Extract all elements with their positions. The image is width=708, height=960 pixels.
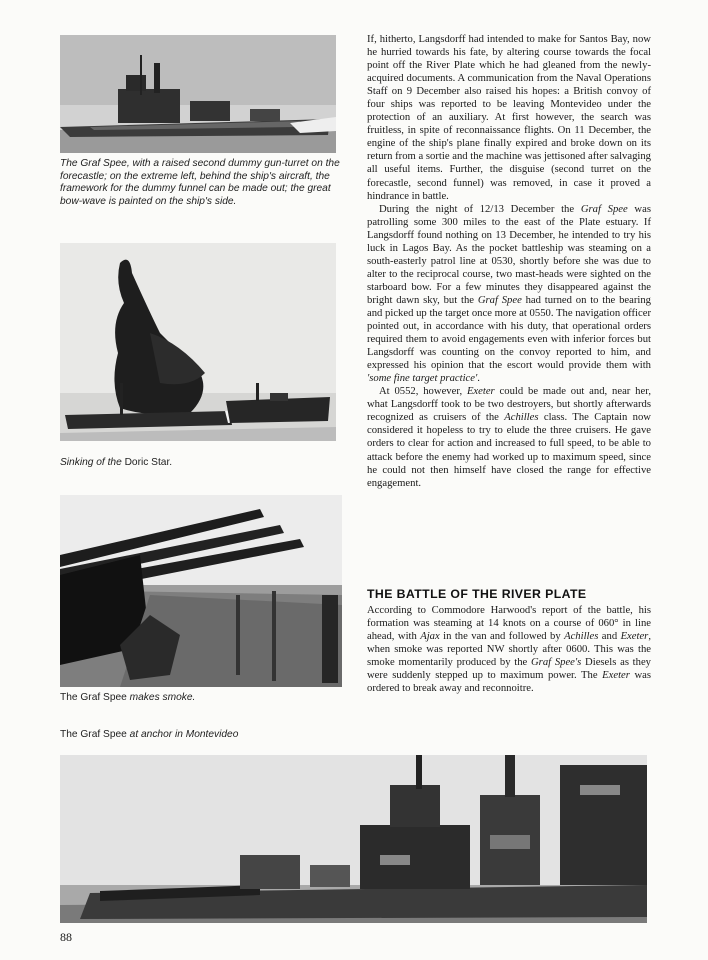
caption-doric-star-name: Doric Star. <box>124 457 173 468</box>
photo-graf-spee-makes-smoke <box>60 495 342 687</box>
article-text-column <box>367 33 651 490</box>
photo-graf-spee-dummy-turret <box>60 35 336 153</box>
p4-achilles: Achilles <box>564 631 599 643</box>
caption-makes-smoke-suffix: makes smoke. <box>126 692 196 703</box>
caption-graf-spee-at-anchor <box>60 729 460 742</box>
p4-text-c: and <box>598 631 621 643</box>
p4-text-e: Diesels as they were suddenly stepped up to maximum power. The <box>367 657 651 682</box>
p3-text-c: class. The Captain now considered it hopeless to try to elude the three cruisers. He gave orders to clear for action and increased to full speed, to be able to attack before the enemy had worked up to maximum speed, since he could not then himself have closed the range for effective engagement. <box>367 412 651 489</box>
p2-text-c: had turned on to the bearing and picked up the target once more at 0550. The navigation officer pointed out, in accordance with his duty, that operational orders required them to avoid engagements even with inferior forces but Langsdorff was counting on the convoy reported to him, and expressed his opinion that the escort would provide them with <box>367 294 651 372</box>
caption-makes-smoke-name: The Graf Spee <box>60 692 127 703</box>
p3-text-b: could be made out and, near her, what Langsdorff took to be two destroyers, but shortly afterwards recognized as cruisers of the <box>367 386 651 424</box>
caption-doric-star-prefix: Sinking of the <box>60 457 125 468</box>
p2-quote: 'some fine target practice' <box>367 373 478 385</box>
caption-doric-star <box>60 457 342 470</box>
p4-text-b: in the van and followed by <box>439 631 565 643</box>
photo-graf-spee-at-anchor <box>60 755 647 923</box>
p2-text-a: During the night of 12/13 December the <box>379 203 581 215</box>
page-number: 88 <box>60 930 72 944</box>
p4-ship: Graf Spee's <box>531 657 582 669</box>
caption-graf-spee-makes-smoke <box>60 692 342 705</box>
paragraph-3 <box>367 385 651 489</box>
article-text-column-2 <box>367 604 651 695</box>
p2-text-d: . <box>477 373 480 385</box>
p3-achilles: Achilles <box>504 412 539 424</box>
p4-text-a: According to Commodore Harwood's report of the battle, his formation was steaming at 14 knots on a course of 060° in line ahead, with <box>367 605 651 643</box>
section-heading: THE BATTLE OF THE RIVER PLATE <box>367 587 587 601</box>
p4-text-d: , when smoke was reported NW shortly after 0600. This was the smoke momentarily produced by the <box>367 631 651 669</box>
p4-exeter: Exeter <box>620 631 649 643</box>
p3-exeter: Exeter <box>466 386 495 398</box>
paragraph-1: If, hitherto, Langsdorff had intended to make for Santos Bay, now he hurried towards his fate, by altering course towards the focal point off the River Plate which he had gleaned from the newly-acquired documents. A communication from the Naval Operations Staff on 9 December also raised his hopes: a British convoy of four ships was reported to be leaving Montevideo under the protection of an auxiliary. At first however, the search was fruitless, in spite of reconnaissance flights. On 11 December, the engine of the ship's plane finally expired and broke down on its return from a sortie and the machine was jettisoned after salvaging all useful items. Further, the disguise (second turret on the forecastle, second funnel) was removed, in case it proved a hindrance in battle. <box>367 34 651 202</box>
p4-text-f: was ordered to break away and reconnoitre. <box>367 670 651 695</box>
photo-doric-star <box>60 243 336 441</box>
p2-text-b: was patrolling some 300 miles to the east of the Plate estuary. If Langsdorff found nothing on 13 December, he intended to try his luck in Lagos Bay. As the pocket battleship was steaming on a south-easterly patrol line at 0530, shortly before she was due to alter to the reciprocal course, two mast-heads were sighted on the starboard bow. For a few minutes they disappeared against the bright dawn sky, but the <box>367 203 651 306</box>
p4-exeter-2: Exeter <box>602 670 630 682</box>
p2-ship-2: Graf Spee <box>477 294 522 306</box>
caption-graf-spee-dummy-turret: The Graf Spee, with a raised second dummy gun-turret on the forecastle; on the extreme left, behind the ship's aircraft, the framework for the dummy funnel can be made out; the great bow-wave is painted on the ship's side. <box>60 158 340 207</box>
p4-ajax: Ajax <box>420 631 440 643</box>
p3-text-a: At 0552, however, <box>379 386 467 398</box>
paragraph-2 <box>367 203 651 386</box>
p2-ship: Graf Spee <box>580 203 628 215</box>
paragraph-4 <box>367 604 651 695</box>
caption-at-anchor-suffix: at anchor in Montevideo <box>126 729 239 740</box>
caption-at-anchor-name: The Graf Spee <box>60 729 127 740</box>
